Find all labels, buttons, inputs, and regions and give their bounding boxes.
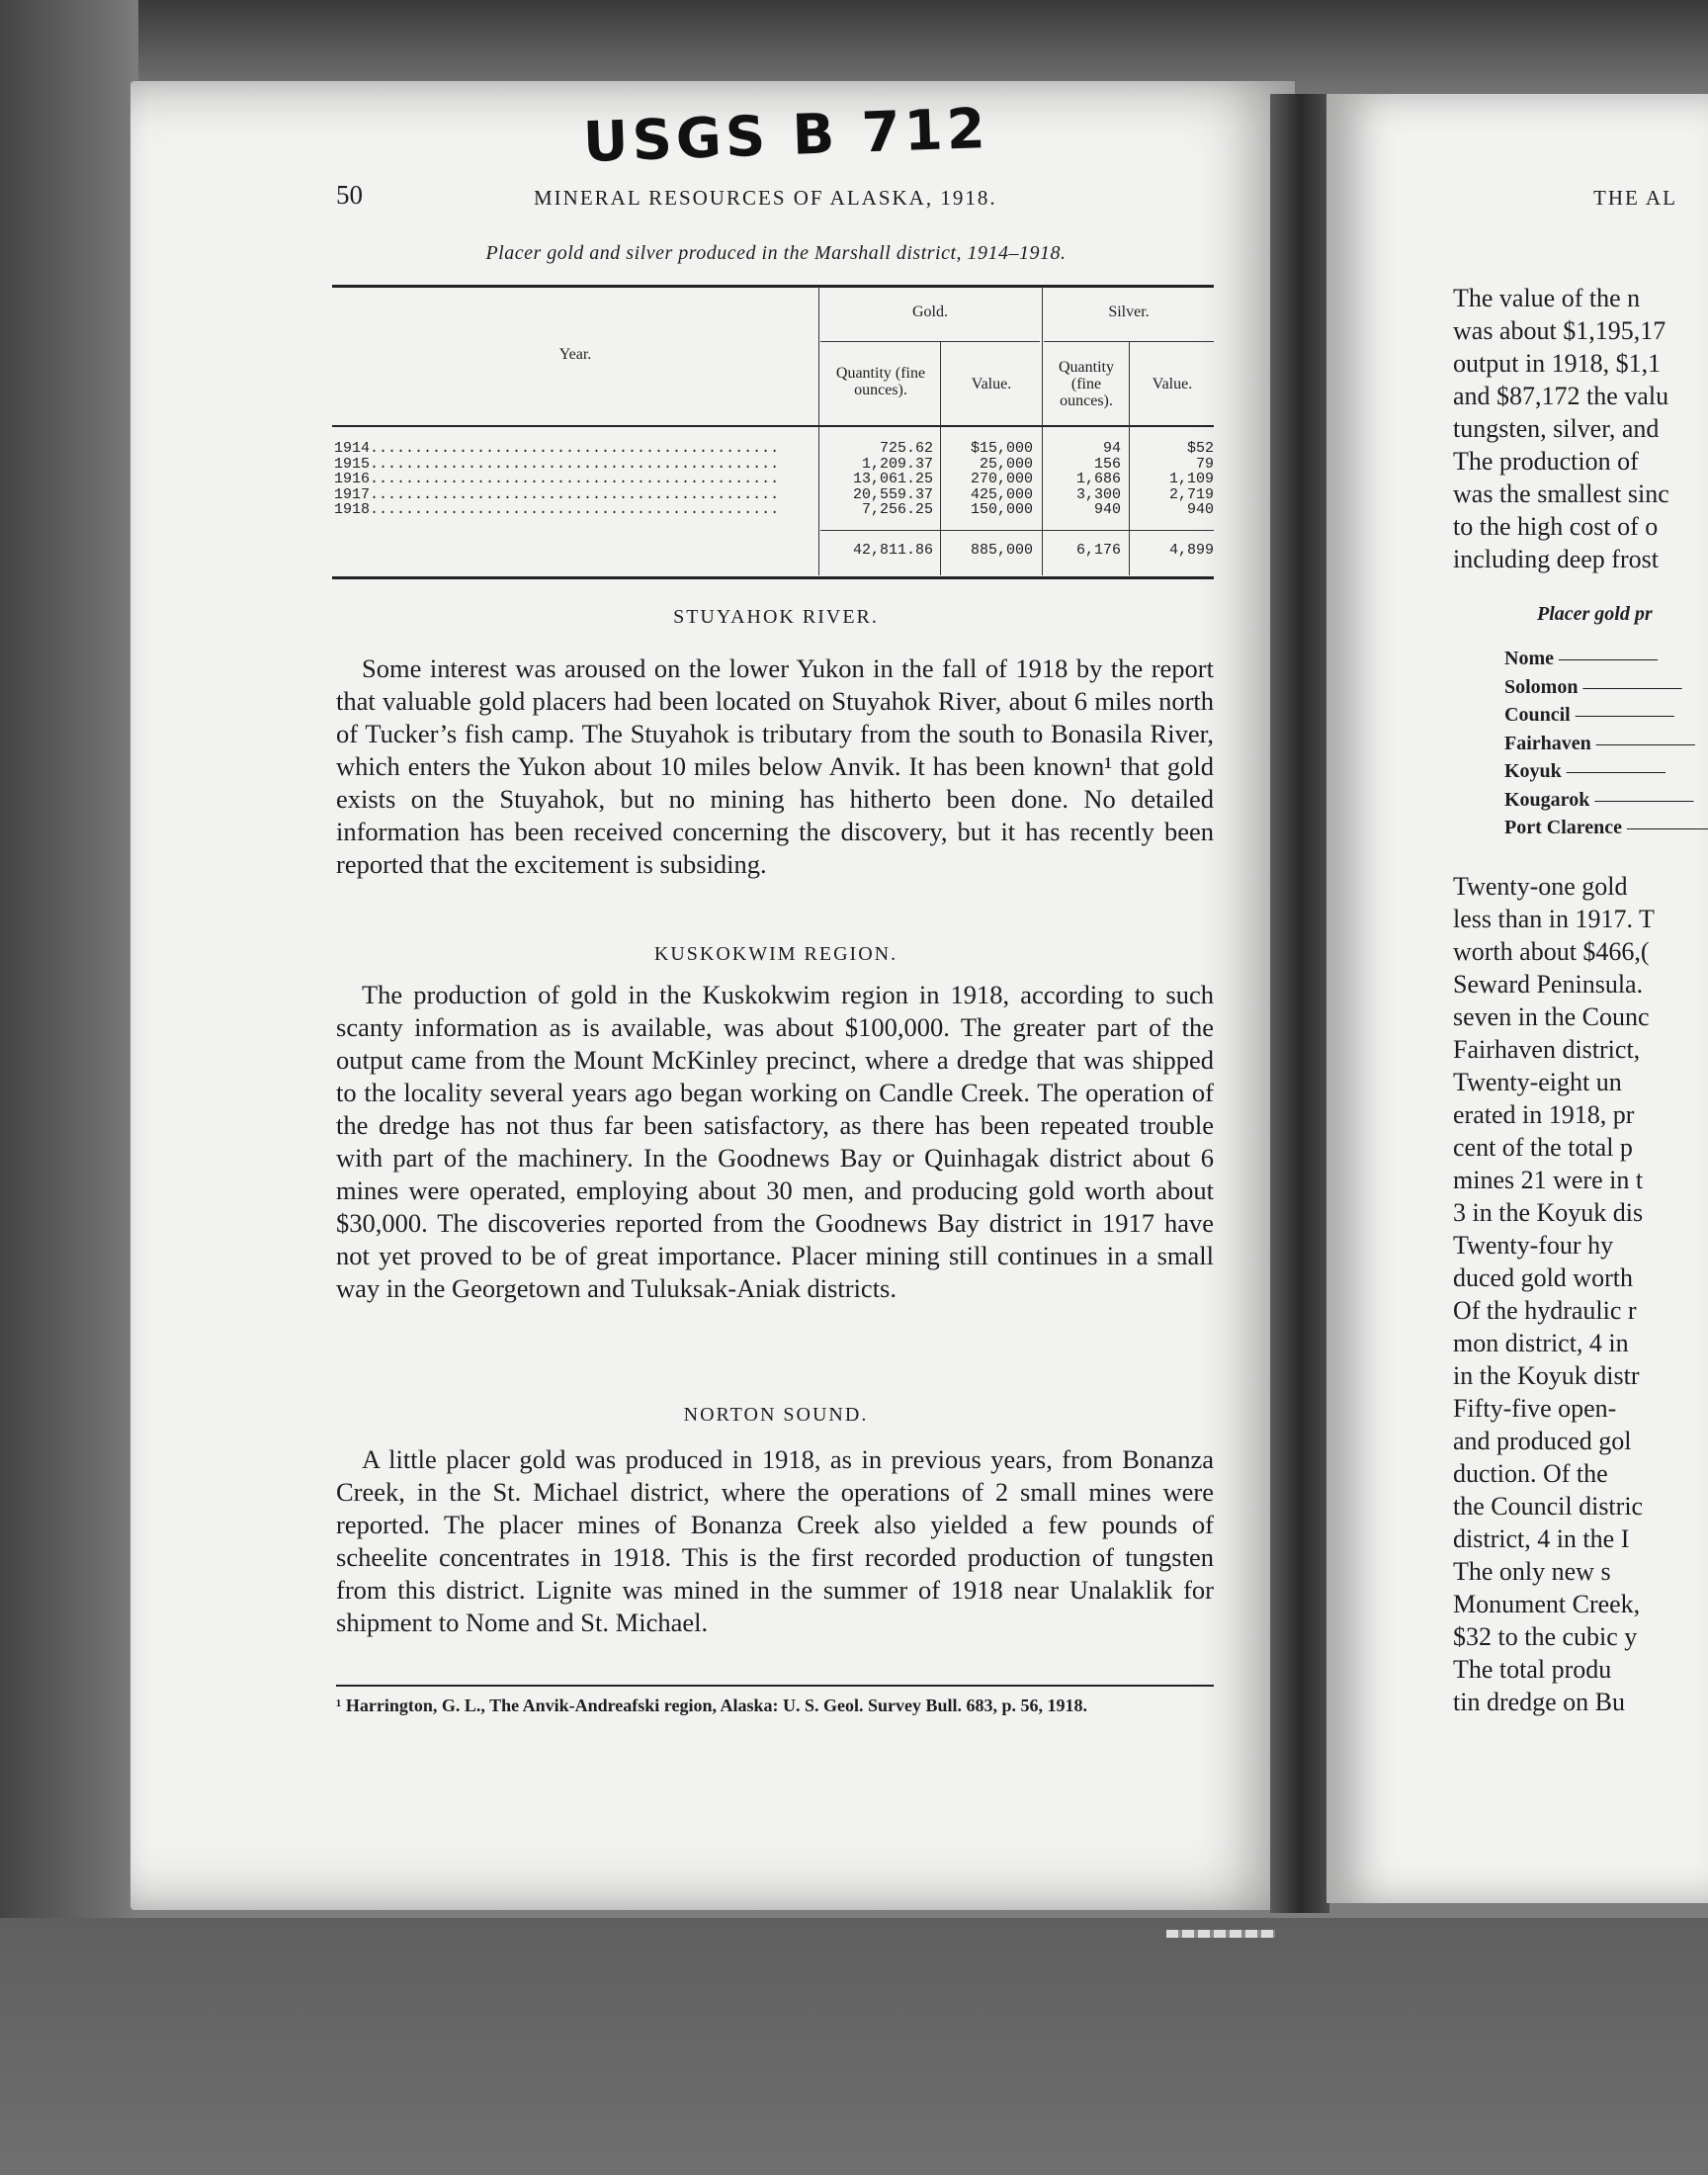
right-page-paragraph: Twenty-one gold less than in 1917. T worth about $466,( Seward Peninsula. seven in the Counc Fairhaven district, [1453, 872, 1655, 1064]
col-header-year: Year. [558, 346, 592, 363]
district-name: Koyuk ‒‒‒‒‒‒‒‒‒‒ [1504, 757, 1708, 786]
table-column-divider [1042, 287, 1043, 575]
facing-page-title: THE AL [1593, 186, 1677, 210]
footnote-rule [336, 1685, 1214, 1687]
section-body-stuyahok [336, 652, 1214, 881]
right-page-paragraph: The only new s Monument Creek, $32 to the cubic y [1453, 1557, 1641, 1651]
table-group-rule-gold [820, 341, 1040, 342]
scan-background-bottom [0, 1918, 1708, 2175]
district-name: Nome ‒‒‒‒‒‒‒‒‒‒ [1504, 645, 1708, 673]
right-page-paragraph: The total produ tin dredge on Bu [1453, 1655, 1626, 1716]
col-group-gold: Gold. [912, 304, 948, 320]
district-name: Kougarok ‒‒‒‒‒‒‒‒‒‒ [1504, 786, 1708, 815]
table-rule-bottom [332, 576, 1214, 579]
district-name: Council ‒‒‒‒‒‒‒‒‒‒ [1504, 701, 1708, 730]
scan-background-left [0, 0, 138, 2175]
col-header-silver-value: Value. [1152, 376, 1193, 392]
district-name: Port Clarence ‒‒‒‒‒‒‒‒‒‒ [1504, 814, 1708, 842]
right-page-paragraph: Twenty-four hy duced gold worth Of the hydraulic r mon district, 4 in in the Koyuk distr [1453, 1231, 1640, 1390]
section-heading-stuyahok: STUYAHOK RIVER. [673, 606, 879, 628]
right-page-district-list [1504, 645, 1708, 842]
section-body-norton-sound [336, 1443, 1214, 1639]
paragraph: The production of gold in the Kuskokwim region in 1918, according to such scanty information as is available, was about $100,000. The greater part of the output came from the Mount McKinley precinct, where a dredge that was shipped to the locality several years ago began working on Candle Creek. The operation of the dredge has not thus far been satisfactory, as there has been repeated trouble with part of the machinery. In the Goodnews Bay or Quinhagak district about 6 mines were operated, employing about 30 men, and producing gold worth about $30,000. The discoveries reported from the Goodnews Bay district in 1917 have not yet proved to be of great importance. Placer mining still continues in a small way in the Georgetown and Tuluksak-Aniak districts. [336, 980, 1214, 1303]
right-page-paragraph: The production of was the smallest sinc to the high cost of o including deep frost [1453, 447, 1669, 573]
handwritten-annotation: USGS B 712 [581, 96, 990, 176]
col-header-silver-quantity: Quantity (fine ounces). [1059, 359, 1114, 409]
page-number: 50 [336, 180, 363, 210]
section-heading-norton-sound: NORTON SOUND. [683, 1404, 869, 1426]
table-group-rule-silver [1044, 341, 1214, 342]
total-gold-value: 885,000 [970, 542, 1033, 559]
right-page-paragraph: The value of the n was about $1,195,17 output in 1918, $1,1 and $87,172 the valu tungsten, silver, and [1453, 284, 1669, 443]
table-years: 1914.............................................. 1915.............................................. 1916.............................................. 1917.............................................. 1918.............................................. [334, 441, 780, 518]
book-spine [1270, 94, 1329, 1913]
right-page-table-caption: Placer gold pr [1537, 603, 1653, 625]
table-gold-quantities: 725.62 1,209.37 13,061.25 20,559.37 7,256.25 [852, 440, 933, 518]
table-column-divider [940, 341, 941, 575]
section-heading-kuskokwim: KUSKOKWIM REGION. [653, 943, 898, 965]
right-page-paragraph: Fifty-five open- and produced gol duction. Of the the Council distric district, 4 in the I [1453, 1394, 1644, 1553]
table-column-divider [818, 287, 819, 575]
district-name: Solomon ‒‒‒‒‒‒‒‒‒‒ [1504, 673, 1708, 702]
table-column-divider [1129, 341, 1130, 575]
district-name: Fairhaven ‒‒‒‒‒‒‒‒‒‒ [1504, 730, 1708, 758]
paragraph: Some interest was aroused on the lower Yukon in the fall of 1918 by the report that valuable gold placers had been located on Stuyahok River, about 6 miles north of Tucker’s fish camp. The Stuyahok is tributary from the south to Bonasila River, which enters the Yukon about 10 miles below Anvik. It has been known¹ that gold exists on the Stuyahok, but no mining has hitherto been done. No detailed information has been received concerning the discovery, but it has recently been reported that the excitement is subsiding. [336, 653, 1214, 879]
table-silver-values: $52 79 1,109 2,719 940 [1168, 440, 1214, 518]
total-silver-value: 4,899 [1168, 542, 1214, 559]
table-rule-top [332, 285, 1214, 288]
total-silver-quantity: 6,176 [1075, 542, 1121, 559]
running-title: MINERAL RESOURCES OF ALASKA, 1918. [534, 186, 997, 210]
right-page-paragraph: Twenty-eight un erated in 1918, pr cent of the total p mines 21 were in t 3 in the Koyuk dis [1453, 1068, 1644, 1227]
total-gold-quantity: 42,811.86 [852, 542, 933, 559]
col-group-silver: Silver. [1108, 304, 1150, 320]
table-caption: Placer gold and silver produced in the Marshall district, 1914–1918. [485, 242, 1067, 264]
col-header-gold-quantity: Quantity (fine ounces). [835, 365, 926, 398]
footnote: ¹ Harrington, G. L., The Anvik-Andreafski region, Alaska: U. S. Geol. Survey Bull. 683, p. 56, 1918. [336, 1696, 1087, 1715]
scan-artifact-mark [1166, 1930, 1275, 1938]
col-header-gold-value: Value. [971, 376, 1012, 392]
table-silver-quantities: 94 156 1,686 3,300 940 [1075, 440, 1121, 518]
table-rule-header [332, 425, 1214, 427]
paragraph: A little placer gold was produced in 1918, as in previous years, from Bonanza Creek, in the St. Michael district, where the operations of 2 small mines were reported. The placer mines of Bonanza Creek also yielded a few pounds of scheelite concentrates in 1918. This is the first recorded production of tungsten from this district. Lignite was mined in the summer of 1918 near Unalaklik for shipment to Nome and St. Michael. [336, 1444, 1214, 1637]
section-body-kuskokwim [336, 979, 1214, 1305]
table-rule-total [820, 530, 1214, 531]
table-gold-values: $15,000 25,000 270,000 425,000 150,000 [970, 440, 1033, 518]
